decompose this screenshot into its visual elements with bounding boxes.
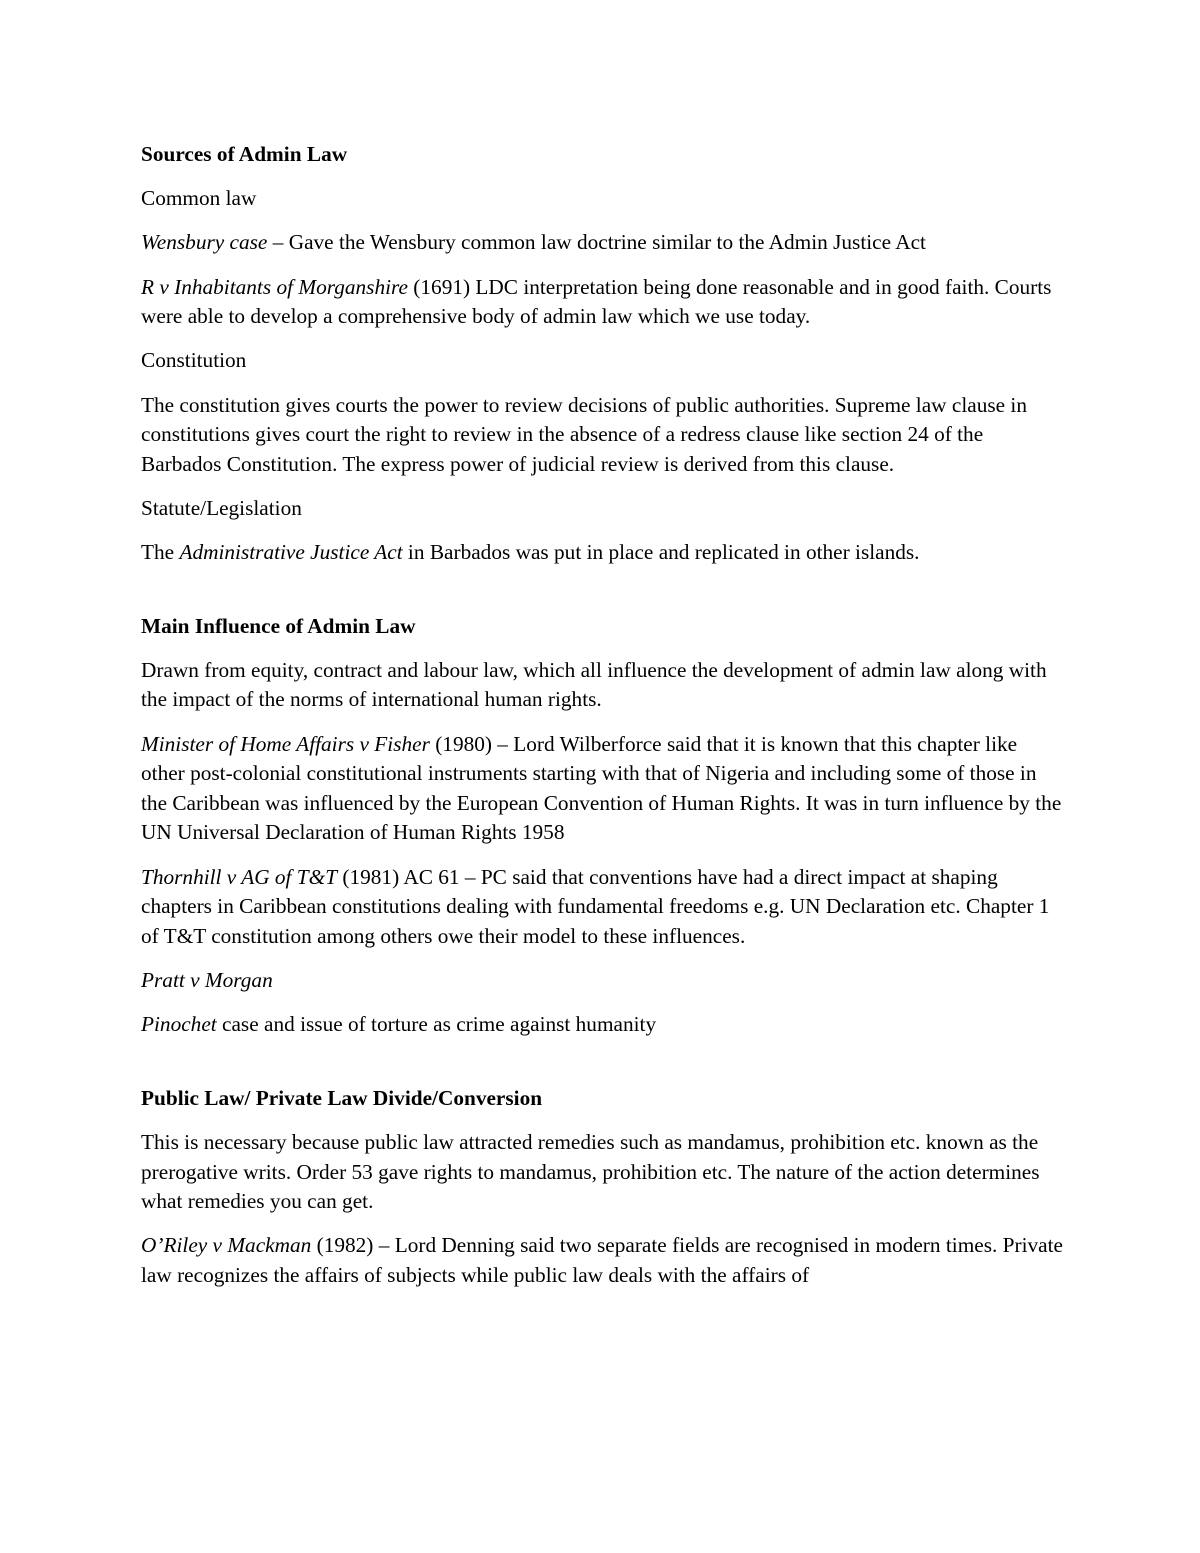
case-name: Wensbury case bbox=[141, 230, 268, 255]
paragraph-morganshire bbox=[141, 273, 1066, 332]
paragraph-thornhill bbox=[141, 863, 1066, 952]
paragraph-pinochet bbox=[141, 1010, 1066, 1040]
case-name: Pinochet bbox=[141, 1012, 217, 1037]
paragraph-administrative-justice-act bbox=[141, 538, 1066, 568]
paragraph-oriley bbox=[141, 1231, 1066, 1290]
paragraph-prerogative-writs: This is necessary because public law attracted remedies such as mandamus, prohibition etc. known as the prerogative writs. Order 53 gave rights to mandamus, prohibition etc. The nature of the action determines what remedies you can get. bbox=[141, 1129, 1040, 1214]
paragraph-text: – Gave the Wensbury common law doctrine similar to the Admin Justice Act bbox=[267, 230, 926, 255]
section-heading-public-private: Public Law/ Private Law Divide/Conversion bbox=[141, 1085, 543, 1110]
paragraph-influence-intro: Drawn from equity, contract and labour law, which all influence the development of admin law along with the impact of the norms of international human rights. bbox=[141, 657, 1047, 712]
paragraph-constitution: The constitution gives courts the power to review decisions of public authorities. Supreme law clause in constitutions gives court the right to review in the absence of a redress clause like section 24 of the Barbados Constitution. The express power of judicial review is derived from this clause. bbox=[141, 392, 1027, 476]
case-name: Thornhill v AG of T&T bbox=[141, 864, 338, 889]
paragraph-text-pre: The bbox=[141, 540, 180, 565]
paragraph-pratt bbox=[141, 966, 1066, 996]
paragraph-text: in Barbados was put in place and replicated in other islands. bbox=[402, 540, 920, 565]
subheading-constitution: Constitution bbox=[141, 348, 247, 373]
paragraph-text: (1980) – Lord Wilberforce said that it is known that this chapter like other post-colonial constitutional instruments starting with that of Nigeria and including some of those in the Caribbean was influenced by the European Convention of Human Rights. It was in turn influence by the UN Universal Declaration of Human Rights 1958 bbox=[141, 731, 1062, 845]
paragraph-text: (1691) LDC interpretation being done reasonable and in good faith. Courts were able to develop a comprehensive body of admin law which we use today. bbox=[141, 274, 1052, 329]
section-heading-main-influence: Main Influence of Admin Law bbox=[141, 613, 416, 638]
section-heading-sources: Sources of Admin Law bbox=[141, 142, 348, 166]
paragraph-text: (1981) AC 61 – PC said that conventions have had a direct impact at shaping chapters in Caribbean constitutions dealing with fundamental freedoms e.g. UN Declaration etc. Chapter 1 of T&T constitution among others owe their model to these influences. bbox=[141, 864, 1050, 948]
document-page bbox=[141, 140, 1066, 1291]
paragraph-wensbury bbox=[141, 228, 1066, 258]
paragraph-text: (1982) – Lord Denning said two separate fields are recognised in modern times. Private law recognizes the affairs of subjects while public law deals with the affairs of bbox=[141, 1233, 1063, 1287]
act-name: Administrative Justice Act bbox=[179, 540, 403, 565]
paragraph-fisher bbox=[141, 730, 1066, 848]
case-name: O’Riley v Mackman bbox=[141, 1233, 312, 1258]
case-name: Pratt v Morgan bbox=[141, 968, 273, 992]
subheading-common-law: Common law bbox=[141, 186, 257, 211]
case-name: Minister of Home Affairs v Fisher bbox=[141, 731, 430, 756]
section-gap bbox=[141, 568, 1066, 612]
case-name: R v Inhabitants of Morganshire bbox=[141, 274, 408, 299]
paragraph-text: case and issue of torture as crime against humanity bbox=[216, 1012, 657, 1037]
subheading-statute: Statute/Legislation bbox=[141, 495, 302, 520]
section-gap bbox=[141, 1040, 1066, 1084]
